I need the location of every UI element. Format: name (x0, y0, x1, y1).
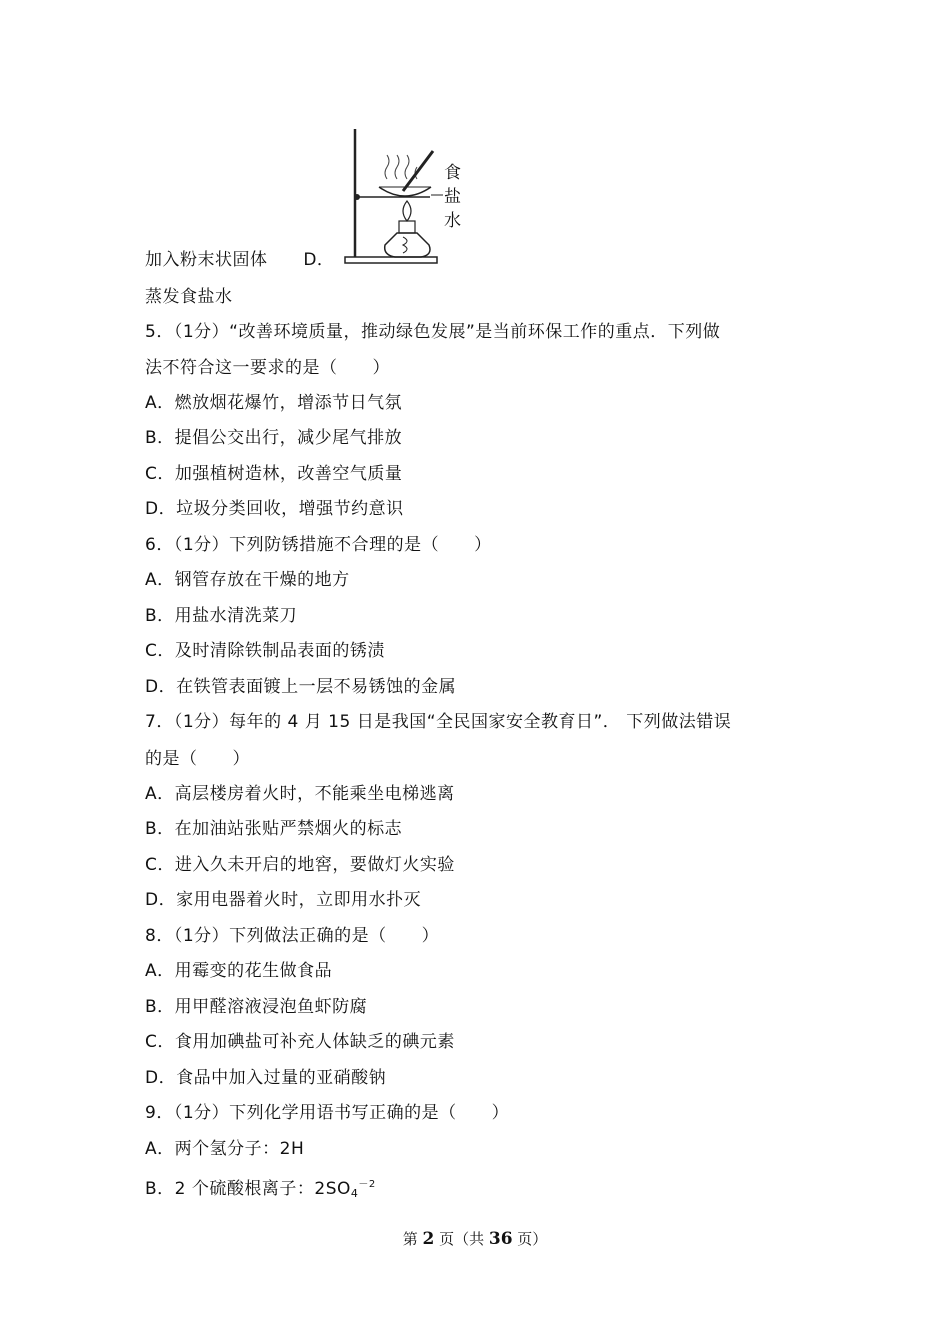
lamp-flame (403, 201, 411, 221)
q9-stem: 9．（1分）下列化学用语书写正确的是（ ） (145, 1103, 510, 1123)
q9-option-b-superscript: －2 (358, 1179, 376, 1190)
q9-option-b-formula: 2SO (314, 1179, 351, 1199)
q8-option-c: C．食用加碘盐可补充人体缺乏的碘元素 (145, 1032, 455, 1052)
q7-option-c: C．进入久未开启的地窖，要做灯火实验 (145, 855, 455, 875)
q9-option-b-prefix: B．2 个硫酸根离子： (145, 1179, 315, 1199)
q8-stem: 8．（1分）下列做法正确的是（ ） (145, 926, 440, 946)
footer-suffix: 页） (512, 1230, 548, 1248)
q5-option-a: A．燃放烟花爆竹，增添节日气氛 (145, 393, 403, 413)
q5-stem-line-1: 5．（1分）“改善环境质量，推动绿色发展”是当前环保工作的重点．下列做 (145, 322, 721, 342)
footer-prefix: 第 (402, 1230, 423, 1248)
steam-lines (385, 155, 417, 179)
q4-option-d-text: 蒸发食盐水 (145, 287, 233, 307)
q7-stem-line-1: 7．（1分）每年的 4 月 15 日是我国“全民国家安全教育日”． 下列做法错误 (145, 712, 732, 732)
stand-base (345, 257, 437, 263)
q5-option-d: D．垃圾分类回收，增强节约意识 (145, 499, 404, 519)
q7-option-b: B．在加油站张贴严禁烟火的标志 (145, 819, 403, 839)
q6-option-c: C．及时清除铁制品表面的锈渍 (145, 641, 385, 661)
footer-total-pages: 36 (488, 1229, 513, 1249)
q6-option-a: A．钢管存放在干燥的地方 (145, 570, 350, 590)
q4-option-c-text: 加入粉末状固体 (145, 250, 268, 270)
q6-option-b: B．用盐水清洗菜刀 (145, 606, 298, 626)
q4-option-d-prefix: D． (303, 250, 335, 270)
q6-stem: 6．（1分）下列防锈措施不合理的是（ ） (145, 535, 492, 555)
figure-label-line-3: 水 (444, 211, 461, 231)
q5-stem-line-2: 法不符合这一要求的是（ ） (145, 358, 390, 378)
q6-option-d: D．在铁管表面镀上一层不易锈蚀的金属 (145, 677, 457, 697)
q9-option-a (145, 1138, 304, 1160)
figure-label-line-2: 盐 (444, 187, 461, 207)
q9-option-b-subscript: 4 (350, 1187, 359, 1200)
q9-option-a-prefix: A．两个氢分子： (145, 1139, 280, 1159)
q9-option-a-formula: 2H (279, 1139, 305, 1159)
q8-option-b: B．用甲醛溶液浸泡鱼虾防腐 (145, 997, 368, 1017)
q9-option-b (145, 1174, 376, 1205)
q4-option-c (145, 249, 334, 271)
q7-stem-line-2: 的是（ ） (145, 749, 250, 769)
q5-option-c: C．加强植树造林，改善空气质量 (145, 464, 403, 484)
q8-option-d: D．食品中加入过量的亚硝酸钠 (145, 1068, 387, 1088)
page-footer (0, 1228, 950, 1249)
q7-option-d: D．家用电器着火时，立即用水扑灭 (145, 890, 422, 910)
alcohol-lamp (385, 233, 430, 257)
footer-middle: 页（共 (434, 1230, 489, 1248)
figure-label-line-1: 食 (444, 163, 461, 183)
glass-rod (403, 151, 433, 191)
q7-option-a: A．高层楼房着火时，不能乘坐电梯逃离 (145, 784, 455, 804)
q8-option-a: A．用霉变的花生做食品 (145, 961, 333, 981)
q5-option-b: B．提倡公交出行，减少尾气排放 (145, 428, 403, 448)
footer-page-number: 2 (422, 1229, 435, 1249)
